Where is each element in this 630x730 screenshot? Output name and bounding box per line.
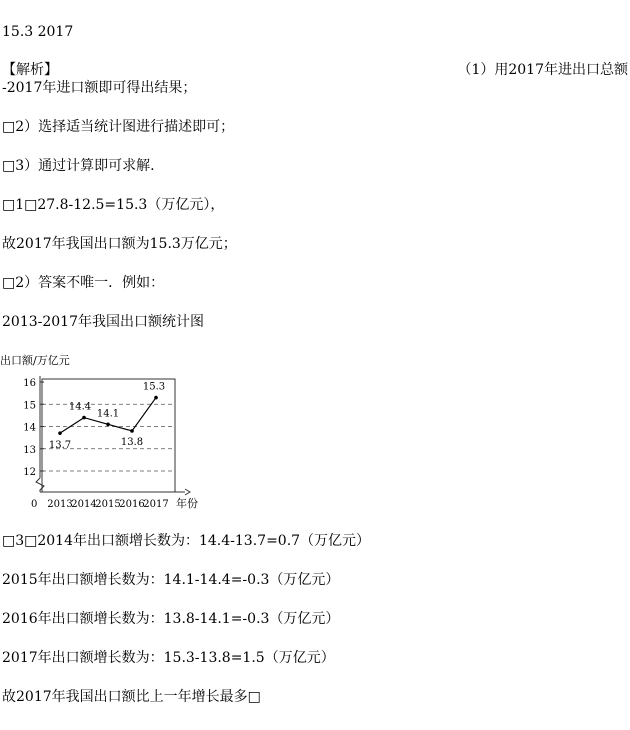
solution-line-5: 2015年出口额增长数为：14.1-14.4=-0.3（万亿元） xyxy=(2,572,340,588)
x-tick-label: 2013 xyxy=(47,499,73,510)
data-point xyxy=(106,422,110,426)
y-axis-label: 出口额/万亿元 xyxy=(0,354,70,367)
answer-line: 15.3 2017 xyxy=(2,24,74,40)
plot-frame xyxy=(42,379,175,492)
axis-break xyxy=(36,478,44,492)
y-tick-label: 12 xyxy=(23,467,36,478)
analysis-line-3: □3）通过计算即可求解. xyxy=(2,158,155,174)
analysis-line-2: □2）选择适当统计图进行描述即可； xyxy=(2,119,235,135)
data-label: 14.1 xyxy=(96,408,120,420)
solution-line-2: 故2017年我国出口额为15.3万亿元； xyxy=(2,236,237,252)
solution-line-1: □1□27.8-12.5=15.3（万亿元）， xyxy=(2,197,225,213)
data-point xyxy=(130,429,134,433)
data-label: 14.4 xyxy=(68,401,92,413)
data-point xyxy=(58,431,62,435)
x-tick-label: 2015 xyxy=(95,499,121,510)
solution-line-3: □2）答案不唯一．例如： xyxy=(2,275,165,291)
analysis-line-1: -2017年进口额即可得出结果； xyxy=(2,80,197,96)
data-label: 13.8 xyxy=(120,436,144,448)
export-line-chart xyxy=(0,348,210,518)
x-axis-arrow xyxy=(185,489,190,495)
x-tick-label: 2017 xyxy=(143,499,169,510)
solution-line-7: 2017年出口额增长数为：15.3-13.8=1.5（万亿元） xyxy=(2,650,335,666)
analysis-heading: 【解析】 xyxy=(2,62,58,78)
y-tick-label: 13 xyxy=(23,444,36,456)
origin-label: 0 xyxy=(31,499,38,510)
chart-caption: 2013-2017年我国出口额统计图 xyxy=(2,314,204,330)
solution-line-6: 2016年出口额增长数为：13.8-14.1=-0.3（万亿元） xyxy=(2,611,340,627)
data-point xyxy=(154,396,158,400)
x-tick-label: 2016 xyxy=(119,499,145,510)
x-tick-label: 2014 xyxy=(71,499,97,510)
y-tick-label: 14 xyxy=(23,422,36,434)
data-point xyxy=(82,416,86,420)
y-tick-label: 16 xyxy=(23,378,36,389)
solution-line-4: □3□2014年出口额增长数为：14.4-13.7=0.7（万亿元） xyxy=(2,533,371,549)
y-tick-label: 15 xyxy=(23,400,36,412)
data-label: 13.7 xyxy=(48,440,72,452)
analysis-intro: （1）用2017年进出口总额 xyxy=(457,62,628,78)
conclusion-line: 故2017年我国出口额比上一年增长最多□ xyxy=(2,689,261,705)
x-axis-label: 年份 xyxy=(176,497,198,510)
data-label: 15.3 xyxy=(142,381,166,393)
